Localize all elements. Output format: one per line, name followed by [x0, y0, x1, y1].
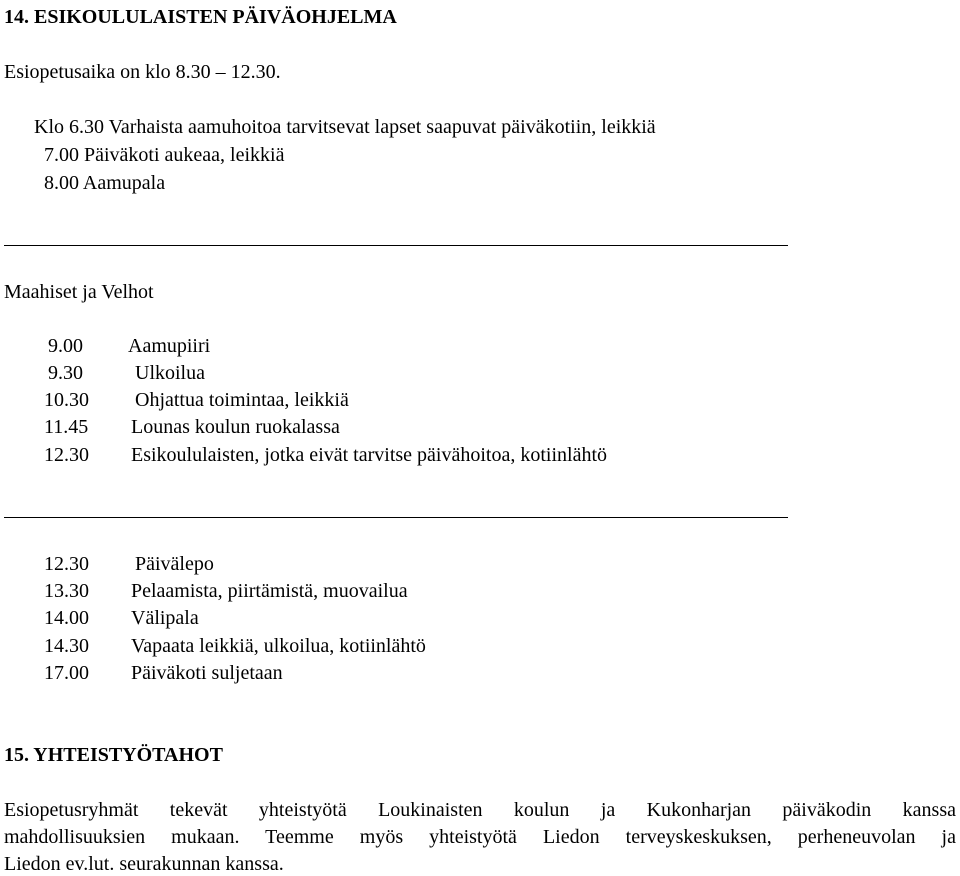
paragraph-line: Esiopetusryhmät tekevät yhteistyötä Loukinaisten koulun ja Kukonharjan päiväkodin kanssa — [4, 799, 956, 821]
schedule-activity: Pelaamista, piirtämistä, muovailua — [131, 580, 408, 602]
morning-line: 7.00 Päiväkoti aukeaa, leikkiä — [44, 144, 285, 166]
schedule-activity: Esikoululaisten, jotka eivät tarvitse päivähoitoa, kotiinlähtö — [131, 444, 608, 466]
schedule-activity: Päivälepo — [135, 553, 214, 575]
schedule-activity: Päiväkoti suljetaan — [131, 662, 283, 684]
morning-line: Klo 6.30 Varhaista aamuhoitoa tarvitsevat lapset saapuvat päiväkotiin, leikkiä — [34, 116, 656, 138]
schedule-activity: Ulkoilua — [135, 362, 205, 384]
schedule-activity: Aamupiiri — [128, 335, 211, 357]
schedule-time: 9.30 — [48, 362, 83, 384]
schedule-time: 14.30 — [44, 635, 89, 657]
schedule-activity: Ohjattua toimintaa, leikkiä — [135, 389, 349, 411]
schedule-activity: Lounas koulun ruokalassa — [131, 416, 340, 438]
group-title: Maahiset ja Velhot — [4, 281, 154, 303]
paragraph-line: mahdollisuuksien mukaan. Teemme myös yhteistyötä Liedon terveyskeskuksen, perheneuvolan ja — [4, 826, 956, 848]
preschool-time-text: Esiopetusaika on klo 8.30 – 12.30. — [4, 61, 281, 83]
schedule-activity: Välipala — [131, 607, 199, 629]
schedule-time: 12.30 — [44, 444, 89, 466]
schedule-time: 14.00 — [44, 607, 89, 629]
schedule-time: 11.45 — [44, 416, 89, 438]
schedule-time: 12.30 — [44, 553, 89, 575]
schedule-activity: Vapaata leikkiä, ulkoilua, kotiinlähtö — [131, 635, 426, 657]
schedule-time: 13.30 — [44, 580, 89, 602]
divider-line — [4, 517, 788, 518]
section-15-heading: 15. YHTEISTYÖTAHOT — [4, 744, 223, 766]
divider-line — [4, 245, 788, 246]
schedule-time: 10.30 — [44, 389, 89, 411]
schedule-time: 9.00 — [48, 335, 83, 357]
morning-line: 8.00 Aamupala — [44, 172, 166, 194]
schedule-time: 17.00 — [44, 662, 89, 684]
section-14-heading: 14. ESIKOULULAISTEN PÄIVÄOHJELMA — [4, 6, 397, 28]
paragraph-line: Liedon ev.lut. seurakunnan kanssa. — [4, 853, 284, 875]
